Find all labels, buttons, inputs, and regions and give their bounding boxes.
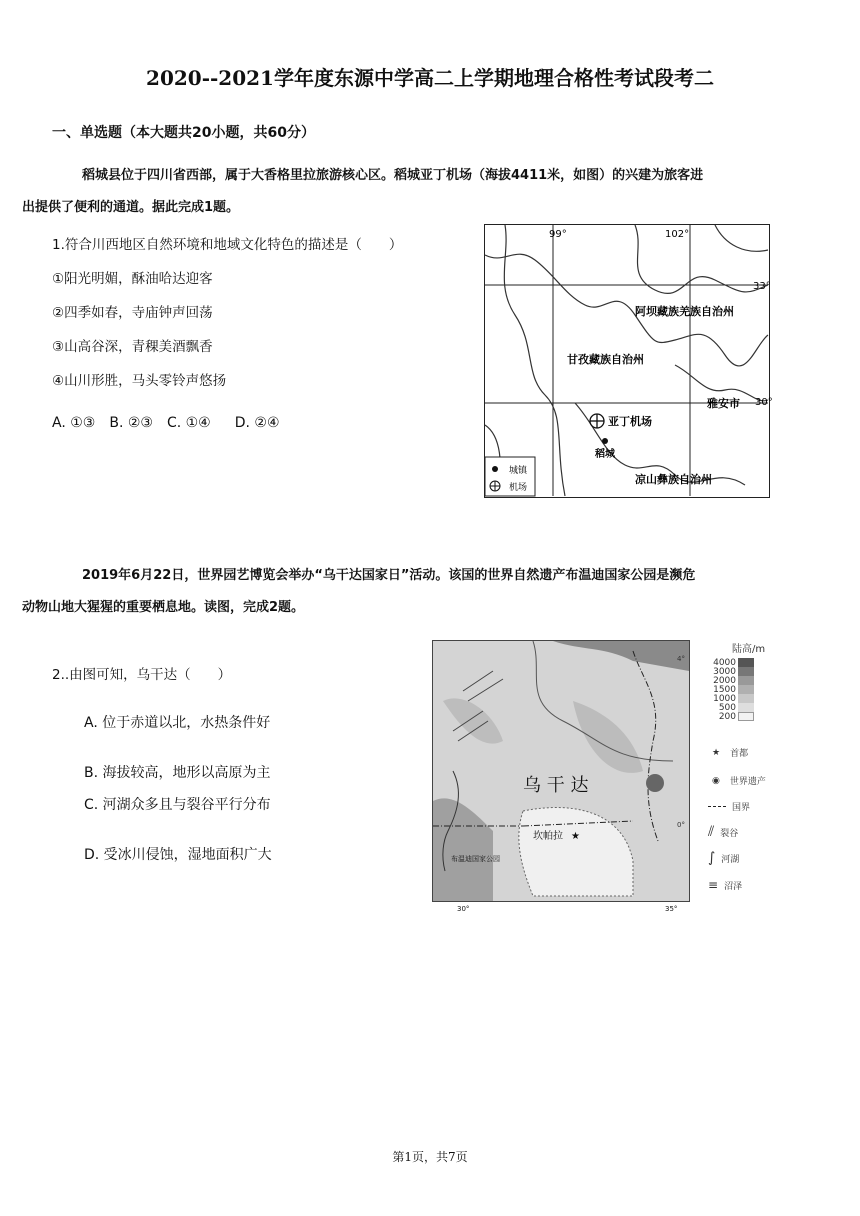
page-title: 2020--2021学年度东源中学高二上学期地理合格性考试段考二 xyxy=(146,66,714,90)
intro-2-line-1: 2019年6月22日，世界园艺博览会举办“乌干达国家日”活动。该国的世界自然遗产布温迪国家公园是濒危 xyxy=(82,568,696,583)
legend-capital-label: 首都 xyxy=(730,749,749,759)
airport-icon xyxy=(590,414,604,428)
intro-2-line-2: 动物山地大猩猩的重要栖息地。读图，完成2题。 xyxy=(22,600,305,615)
question-2-option-b[interactable]: B. 海拔较高，地形以高原为主 xyxy=(84,765,271,781)
country-label: 乌 干 达 xyxy=(523,775,589,796)
question-1-item-3: ③山高谷深，青稞美酒飘香 xyxy=(52,339,213,355)
boundary-line-2 xyxy=(504,225,565,496)
question-1-item-2: ②四季如春，寺庙钟声回荡 xyxy=(52,305,213,321)
legend-town-label: 城镇 xyxy=(509,466,528,476)
question-1-item-1: ①阳光明媚，酥油哈达迎客 xyxy=(52,271,213,287)
intro-1-line-2: 出提供了便利的通道。据此完成1题。 xyxy=(22,200,240,215)
elevation-title: 陆高/m xyxy=(732,644,766,655)
elev-200: 200 xyxy=(718,711,736,722)
page-footer: 第1页，共7页 xyxy=(392,1150,468,1164)
legend-airport-label: 机场 xyxy=(509,483,528,493)
elev-swatch-1500 xyxy=(738,685,754,694)
legend-river-label: 河湖 xyxy=(721,854,740,865)
elev-3000: 3000 xyxy=(713,666,736,677)
park-label: 布温迪国家公园 xyxy=(451,855,500,863)
question-1-option-d[interactable]: D. ②④ xyxy=(234,415,280,431)
elev-swatch-4000 xyxy=(738,658,754,667)
legend-swamp xyxy=(708,878,742,892)
elev-swatch-500 xyxy=(738,703,754,712)
section-heading: 一、单选题（本大题共20小题，共60分） xyxy=(52,125,315,141)
sichuan-map-drawing xyxy=(485,225,773,496)
elevation-scale xyxy=(704,658,774,721)
lon-label-102: 102° xyxy=(665,229,690,240)
world-heritage-mark-east xyxy=(646,774,664,792)
lat-label-30: 30° xyxy=(755,397,773,408)
question-2-stem: 2..由图可知，乌干达（ ） xyxy=(52,667,232,683)
elev-swatch-3000 xyxy=(738,667,754,676)
heritage-legend-icon: ◉ xyxy=(712,775,720,786)
region-ganzi: 甘孜藏族自治州 xyxy=(567,353,644,366)
airport-label: 亚丁机场 xyxy=(608,415,652,428)
lon-label-35: 35° xyxy=(665,905,678,913)
elev-swatch-2000 xyxy=(738,676,754,685)
question-1-options xyxy=(52,406,402,440)
intro-1-line-1: 稻城县位于四川省西部，属于大香格里拉旅游核心区。稻城亚丁机场（海拔4411米，如图）的兴建为旅客进 xyxy=(82,168,704,183)
capital-legend-icon: ★ xyxy=(712,747,721,758)
region-liangshan: 凉山彝族自治州 xyxy=(635,473,712,486)
region-aba: 阿坝藏族羌族自治州 xyxy=(635,305,734,318)
question-2-option-c[interactable]: C. 河湖众多且与裂谷平行分布 xyxy=(84,797,271,813)
boundary-line-4 xyxy=(675,365,768,401)
elev-4000: 4000 xyxy=(713,657,736,668)
lon-label-30: 30° xyxy=(457,905,470,913)
legend-rift xyxy=(708,824,738,840)
elev-swatch-1000 xyxy=(738,694,754,703)
legend-rift-label: 裂谷 xyxy=(720,828,739,839)
elev-500: 500 xyxy=(718,702,736,713)
question-1 xyxy=(52,228,402,440)
uganda-map-legend xyxy=(700,640,780,910)
elev-1000: 1000 xyxy=(713,693,736,704)
question-1-item-4: ④山川形胜，马头零铃声悠扬 xyxy=(52,373,227,389)
region-yaan: 雅安市 xyxy=(707,397,740,410)
question-1-option-c[interactable]: C. ①④ xyxy=(166,415,211,431)
legend-town-icon xyxy=(492,466,498,472)
question-2-option-a[interactable]: A. 位于赤道以北，水热条件好 xyxy=(84,715,271,731)
town-label: 稻城 xyxy=(595,449,615,460)
legend-river xyxy=(708,850,739,866)
boundary-line-3 xyxy=(635,225,768,293)
lat-label-0: 0° xyxy=(677,821,685,829)
elev-swatch-200 xyxy=(738,712,754,721)
lat-label-4: 4° xyxy=(677,655,685,663)
legend-border xyxy=(708,800,750,813)
legend-heritage-label: 世界遗产 xyxy=(729,777,766,787)
question-1-option-a[interactable]: A. ①③ xyxy=(52,415,96,431)
river-lake-legend-icon: ∫ xyxy=(708,850,716,866)
legend-swamp-label: 沼泽 xyxy=(724,881,743,892)
legend-heritage xyxy=(712,774,766,787)
question-1-stem: 1.符合川西地区自然环境和地域文化特色的描述是（ ） xyxy=(52,237,403,253)
capital-star-icon: ★ xyxy=(571,831,580,842)
question-1-option-b[interactable]: B. ②③ xyxy=(109,415,153,431)
sichuan-map xyxy=(484,224,773,498)
legend-border-label: 国界 xyxy=(732,803,751,813)
intro-passage-2 xyxy=(22,560,812,624)
uganda-map-drawing xyxy=(433,641,689,901)
rift-legend-icon: ⫽ xyxy=(708,824,715,840)
lat-label-33: 33° xyxy=(753,281,771,292)
legend-capital xyxy=(712,746,748,759)
boundary-line-7 xyxy=(715,225,768,251)
intro-passage-1 xyxy=(22,160,812,224)
legend-airport-icon xyxy=(490,481,500,491)
border-legend-icon xyxy=(708,806,726,807)
elev-1500: 1500 xyxy=(713,684,736,695)
lon-label-99: 99° xyxy=(549,229,567,240)
town-dot-icon xyxy=(602,438,608,444)
swamp-legend-icon: ≡ xyxy=(708,878,719,892)
question-2-option-d[interactable]: D. 受冰川侵蚀，湿地面积广大 xyxy=(84,847,272,863)
uganda-map xyxy=(432,640,690,913)
capital-label: 坎帕拉 xyxy=(533,831,563,842)
elev-2000: 2000 xyxy=(713,675,736,686)
